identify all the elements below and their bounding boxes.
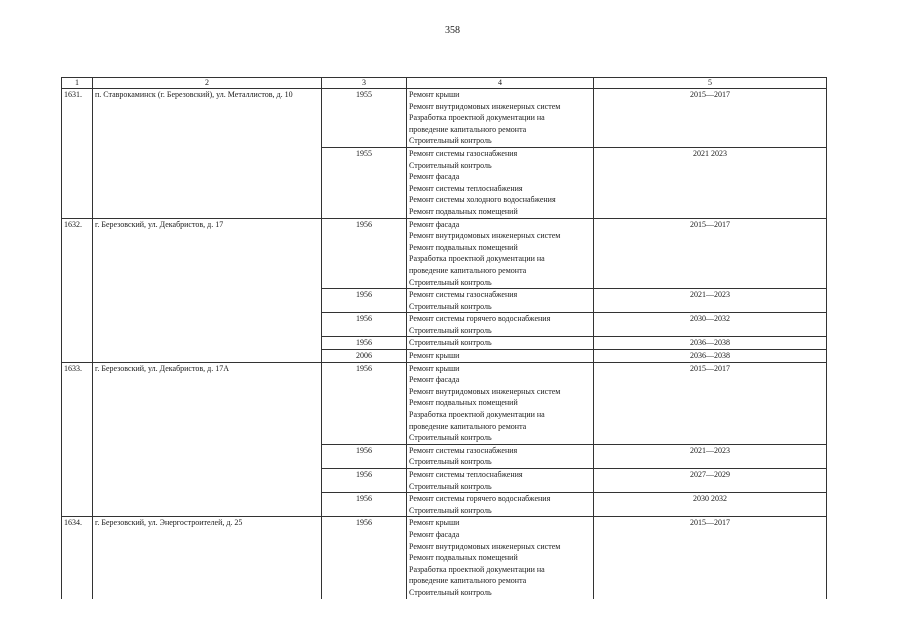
build-year: 1956 bbox=[322, 469, 407, 493]
work-item: Ремонт фасада bbox=[409, 375, 460, 385]
work-item: Ремонт системы теплоснабжения bbox=[409, 470, 523, 479]
table-row bbox=[62, 218, 827, 289]
entry-number: 1633. bbox=[62, 362, 93, 517]
work-item: Строительный контроль bbox=[409, 457, 492, 467]
work-item: Ремонт системы газоснабжения bbox=[409, 148, 518, 158]
repair-period: 2021—2023 bbox=[594, 289, 827, 313]
work-list bbox=[407, 517, 594, 599]
build-year: 2006 bbox=[322, 350, 407, 363]
entry-number: 1631. bbox=[62, 89, 93, 219]
work-item: проведение капитального ремонта bbox=[409, 576, 527, 586]
work-item: Ремонт крыши bbox=[409, 351, 460, 361]
page-number: 358 bbox=[445, 25, 460, 36]
work-item: Ремонт подвальных помещений bbox=[409, 206, 518, 216]
build-year: 1956 bbox=[322, 362, 407, 444]
column-header-2: 2 bbox=[93, 78, 322, 89]
repair-period: 2021 2023 bbox=[594, 147, 827, 218]
work-list bbox=[407, 289, 594, 313]
work-item: Строительный контроль bbox=[409, 277, 492, 287]
build-year: 1956 bbox=[322, 444, 407, 468]
work-item: Строительный контроль bbox=[409, 325, 492, 335]
work-item: Ремонт внутридомовых инженерных систем bbox=[409, 541, 561, 551]
work-item: проведение капитального ремонта bbox=[409, 124, 527, 134]
work-list bbox=[407, 313, 594, 337]
column-header-1: 1 bbox=[62, 78, 93, 89]
entry-address: п. Ставрокаминск (г. Березовский), ул. Металлистов, д. 10 bbox=[93, 89, 322, 219]
table-row bbox=[62, 89, 827, 148]
work-item: Строительный контроль bbox=[409, 301, 492, 311]
work-item: Ремонт фасада bbox=[409, 219, 460, 229]
entry-address: г. Березовский, ул. Энергостроителей, д. 25 bbox=[93, 517, 322, 599]
column-header-3: 3 bbox=[322, 78, 407, 89]
work-item: Ремонт подвальных помещений bbox=[409, 553, 518, 563]
repair-period: 2015—2017 bbox=[594, 218, 827, 289]
column-header-4: 4 bbox=[407, 78, 594, 89]
repair-period: 2030—2032 bbox=[594, 313, 827, 337]
work-item: Строительный контроль bbox=[409, 481, 492, 491]
work-list bbox=[407, 218, 594, 289]
build-year: 1956 bbox=[322, 218, 407, 289]
work-item: Строительный контроль bbox=[409, 587, 492, 597]
build-year: 1955 bbox=[322, 89, 407, 148]
repair-period: 2015—2017 bbox=[594, 362, 827, 444]
repair-period: 2036—2038 bbox=[594, 337, 827, 350]
repair-period: 2027—2029 bbox=[594, 469, 827, 493]
entry-number: 1632. bbox=[62, 218, 93, 362]
work-item: Ремонт фасада bbox=[409, 172, 460, 182]
work-item: Ремонт подвальных помещений bbox=[409, 242, 518, 252]
work-item: Ремонт системы холодного водоснабжения bbox=[409, 195, 556, 205]
repair-period: 2015—2017 bbox=[594, 517, 827, 599]
work-item: Ремонт подвальных помещений bbox=[409, 398, 518, 408]
work-item: Строительный контроль bbox=[409, 160, 492, 170]
entry-address: г. Березовский, ул. Декабристов, д. 17А bbox=[93, 362, 322, 517]
table-row bbox=[62, 362, 827, 444]
work-list bbox=[407, 444, 594, 468]
build-year: 1956 bbox=[322, 313, 407, 337]
work-item: Строительный контроль bbox=[409, 433, 492, 443]
work-item: Разработка проектной документации на bbox=[409, 564, 545, 574]
work-item: Строительный контроль bbox=[409, 136, 492, 146]
work-item: Строительный контроль bbox=[409, 338, 492, 348]
work-list bbox=[407, 147, 594, 218]
entry-number: 1634. bbox=[62, 517, 93, 599]
table-header-row bbox=[62, 78, 827, 89]
work-list bbox=[407, 337, 594, 350]
work-list bbox=[407, 89, 594, 148]
build-year: 1956 bbox=[322, 517, 407, 599]
work-list bbox=[407, 362, 594, 444]
work-item: Ремонт системы газоснабжения bbox=[409, 290, 518, 300]
repair-period: 2021—2023 bbox=[594, 444, 827, 468]
work-item: Строительный контроль bbox=[409, 505, 492, 515]
work-list bbox=[407, 350, 594, 363]
work-item: проведение капитального ремонта bbox=[409, 421, 527, 431]
work-item: Ремонт крыши bbox=[409, 90, 460, 99]
work-item: Ремонт крыши bbox=[409, 518, 460, 528]
repair-period: 2036—2038 bbox=[594, 350, 827, 363]
work-item: Ремонт внутридомовых инженерных систем bbox=[409, 101, 561, 111]
build-year: 1956 bbox=[322, 493, 407, 517]
repair-period: 2030 2032 bbox=[594, 493, 827, 517]
table-row bbox=[62, 517, 827, 599]
build-year: 1956 bbox=[322, 289, 407, 313]
build-year: 1956 bbox=[322, 337, 407, 350]
column-header-5: 5 bbox=[594, 78, 827, 89]
build-year: 1955 bbox=[322, 147, 407, 218]
table-body bbox=[62, 89, 827, 599]
work-item: Разработка проектной документации на bbox=[409, 410, 545, 420]
work-item: Ремонт системы горячего водоснабжения bbox=[409, 494, 551, 504]
entry-address: г. Березовский, ул. Декабристов, д. 17 bbox=[93, 218, 322, 362]
work-item: Ремонт фасада bbox=[409, 529, 460, 539]
work-item: Разработка проектной документации на bbox=[409, 113, 545, 123]
work-item: Ремонт внутридомовых инженерных систем bbox=[409, 386, 561, 396]
repair-period: 2015—2017 bbox=[594, 89, 827, 148]
work-item: Ремонт системы теплоснабжения bbox=[409, 183, 523, 193]
work-list bbox=[407, 469, 594, 493]
repair-schedule-table bbox=[61, 77, 827, 599]
work-item: Ремонт системы горячего водоснабжения bbox=[409, 314, 551, 324]
work-item: Ремонт системы газоснабжения bbox=[409, 445, 518, 455]
work-item: Ремонт внутридомовых инженерных систем bbox=[409, 231, 561, 241]
work-list bbox=[407, 493, 594, 517]
work-item: Разработка проектной документации на bbox=[409, 254, 545, 264]
work-item: Ремонт крыши bbox=[409, 363, 460, 373]
work-item: проведение капитального ремонта bbox=[409, 265, 527, 275]
